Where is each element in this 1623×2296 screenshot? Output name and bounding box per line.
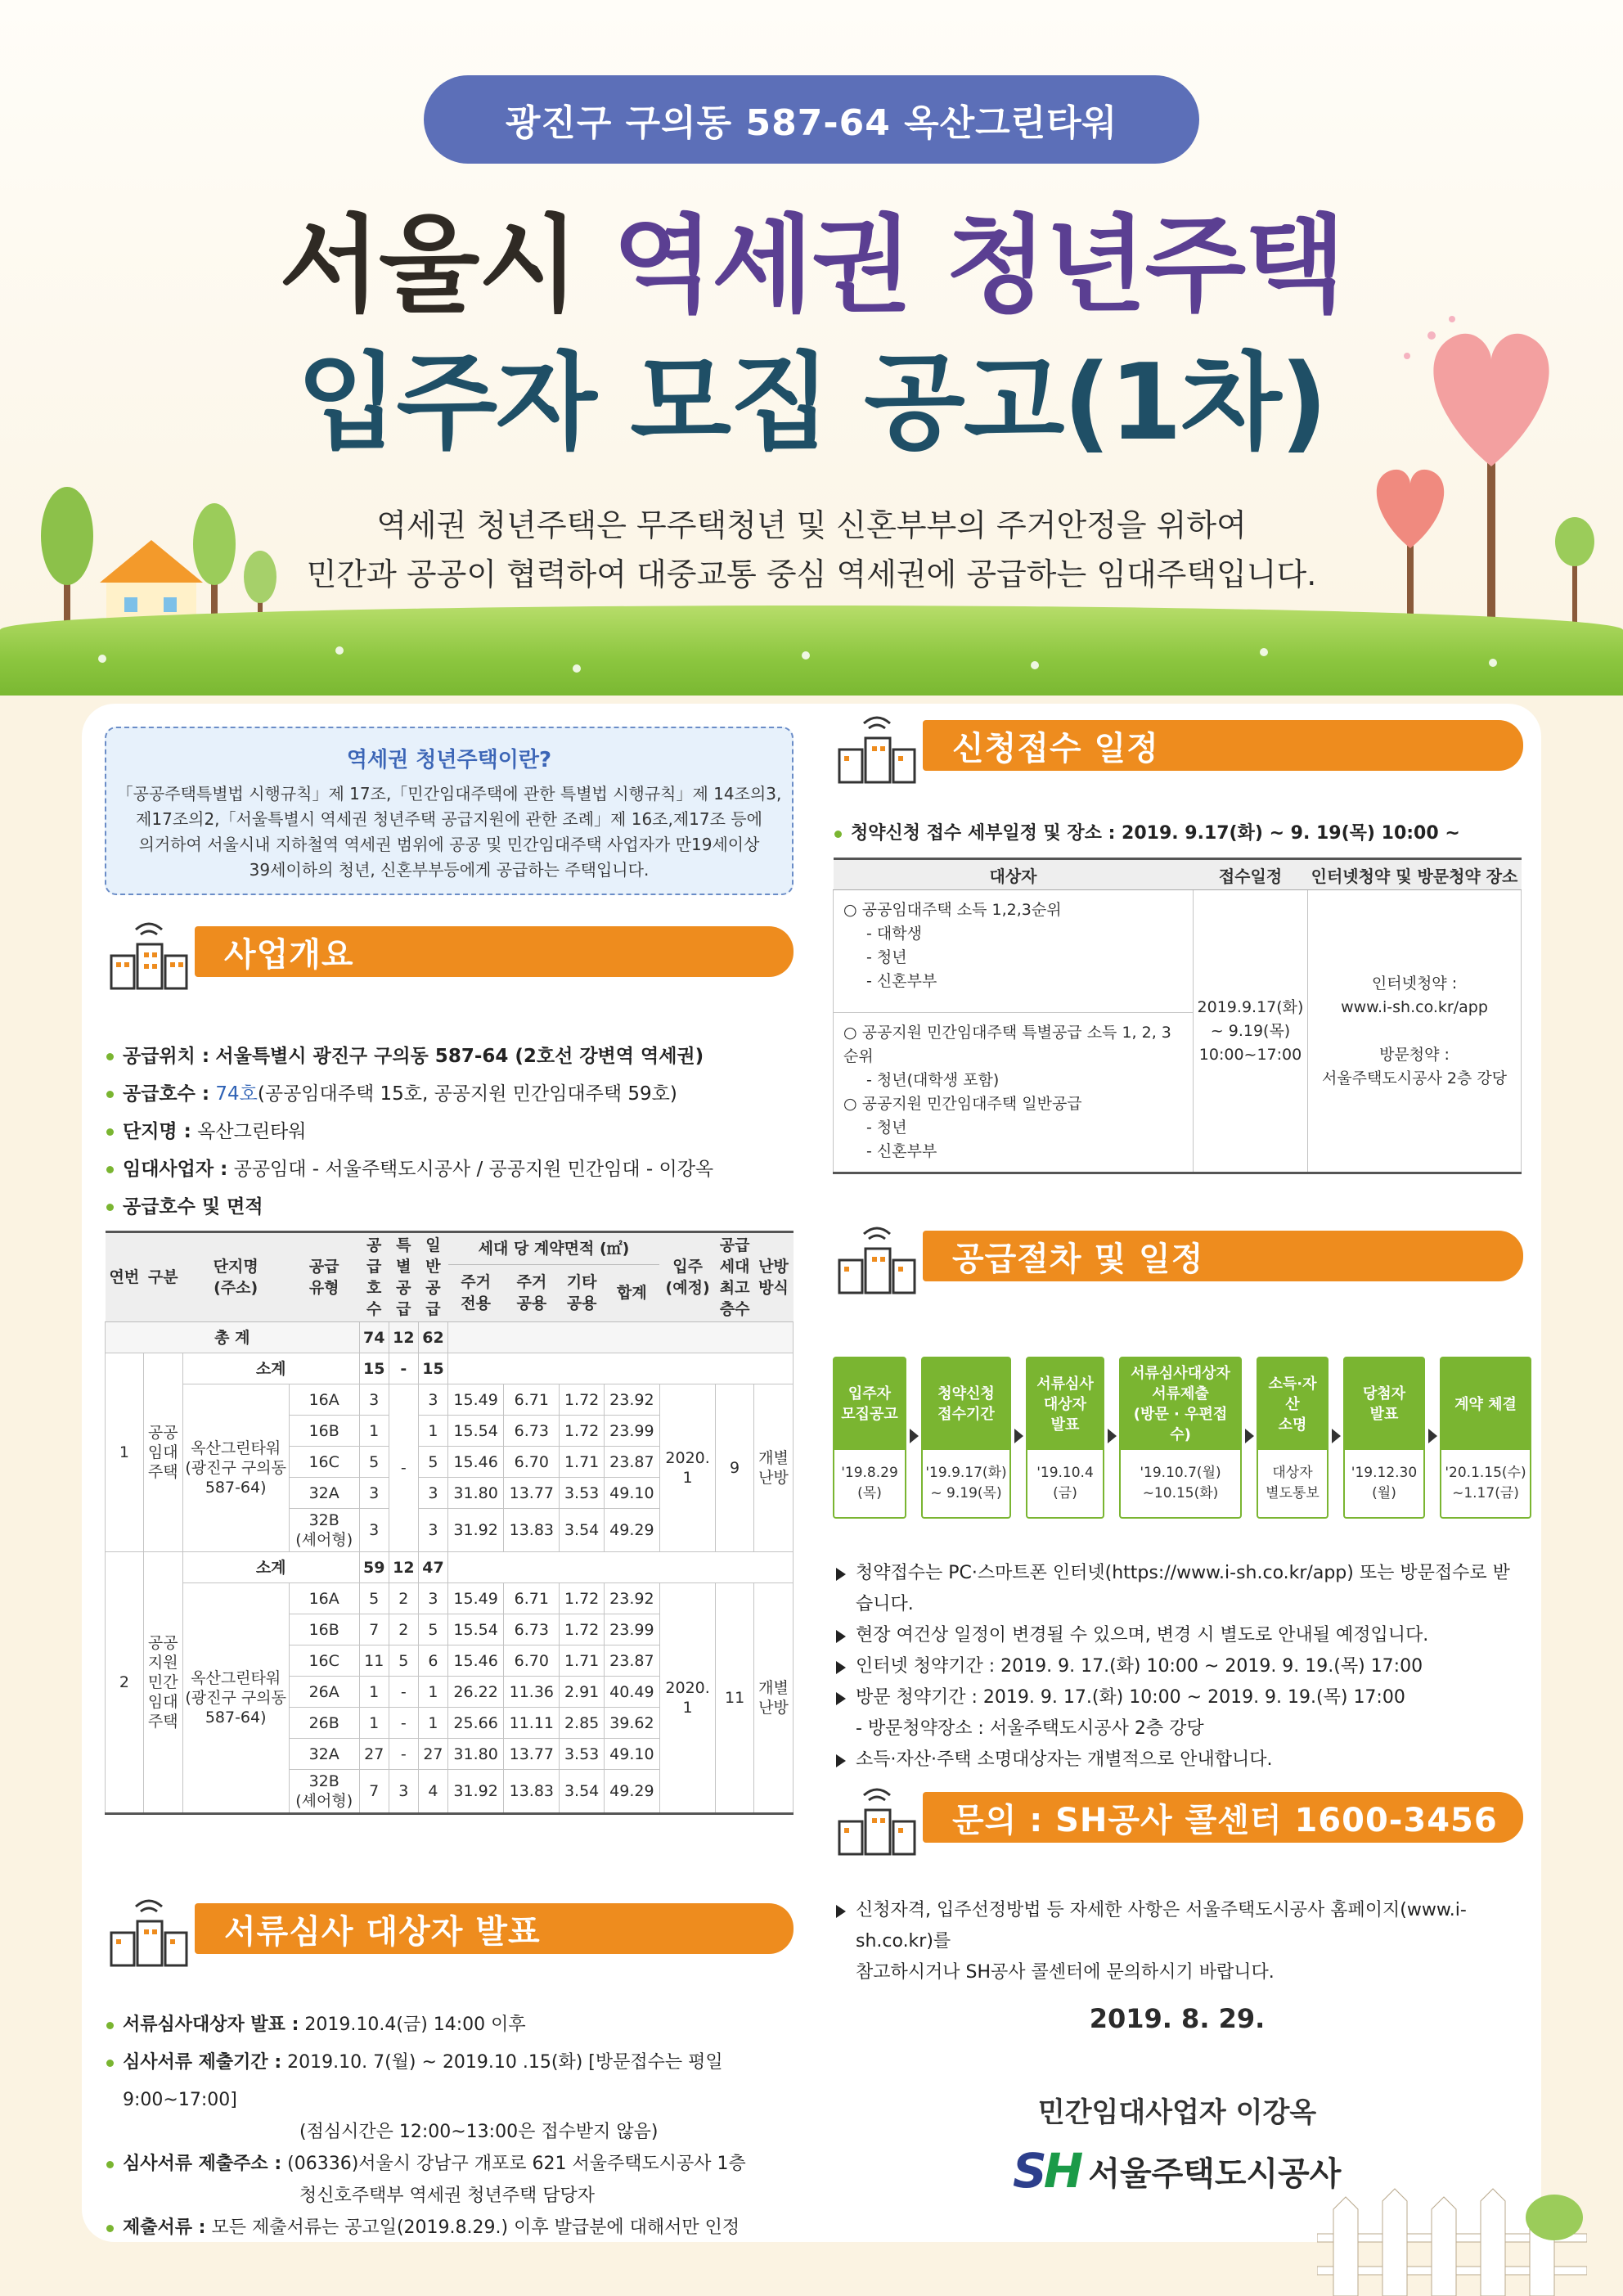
review-list: [105, 2006, 794, 2247]
row-excl: 31.80: [448, 1739, 504, 1770]
contact-line-1: 신청자격, 입주선정방법 등 자세한 사항은 서울주택도시공사 홈페이지(www.i-sh.co.kr)를: [833, 1895, 1523, 1957]
subtotal-label: 소계: [182, 1552, 359, 1583]
row-etc: 1.72: [560, 1583, 604, 1614]
row-common: 6.71: [504, 1384, 560, 1416]
th-special: 특 별 공 급: [389, 1232, 418, 1322]
process-steps: [833, 1357, 1526, 1520]
process-step: [1440, 1357, 1531, 1519]
step-date: '20.1.15(수) ~1.17(금): [1445, 1465, 1526, 1501]
th-etc: 기타 공용: [560, 1264, 604, 1321]
group-floors: 11: [716, 1583, 754, 1814]
row-etc: 2.85: [560, 1708, 604, 1739]
review-announce: 서류심사대상자 발표 : 2019.10.4(금) 14:00 이후: [105, 2006, 794, 2044]
th-movein: 입주 (예정): [659, 1232, 715, 1322]
total-special: 12: [389, 1322, 418, 1353]
row-type: 32A: [289, 1478, 359, 1509]
total-general: 62: [418, 1322, 447, 1353]
process-step: [1119, 1357, 1242, 1519]
th-floors: 공급 세대 최고 층수: [716, 1232, 754, 1322]
th-general: 일 반 공 급: [418, 1232, 447, 1322]
row-etc: 1.72: [560, 1416, 604, 1447]
section-overview: [105, 915, 794, 979]
row-units: 5: [359, 1583, 389, 1614]
step-date: '19.8.29 (목): [841, 1465, 898, 1501]
row-type: 26A: [289, 1677, 359, 1708]
step-date: 대상자 별도통보: [1266, 1465, 1320, 1501]
process-note: 인터넷 청약기간 : 2019. 9. 17.(화) 10:00 ~ 2019. 9. 19.(목) 17:00: [833, 1651, 1523, 1682]
subtotal-label: 소계: [182, 1353, 359, 1384]
subtotal-general: 47: [418, 1552, 447, 1583]
row-sum: 39.62: [604, 1708, 659, 1739]
process-step: [1026, 1357, 1104, 1519]
col-schedule: 접수일정: [1194, 859, 1308, 890]
group-no: 2: [106, 1552, 144, 1814]
row-units: 3: [359, 1509, 389, 1552]
row-sum: 40.49: [604, 1677, 659, 1708]
th-area: 세대 당 계약면적 (㎡): [448, 1232, 660, 1265]
row-type: 16C: [289, 1447, 359, 1478]
notice-date: 2019. 8. 29.: [1089, 2003, 1266, 2034]
review-address: 심사서류 제출주소 : (06336)서울시 강남구 개포로 621 서울주택도시공사 1층 청신호주택부 역세권 청년주택 담당자: [105, 2145, 794, 2209]
group-heating: 개별 난방: [753, 1384, 793, 1552]
subtotal-units: 15: [359, 1353, 389, 1384]
subtotal-special: 12: [389, 1552, 418, 1583]
row-units: 3: [359, 1478, 389, 1509]
whatis-line: 제17조의2,「서울특별시 역세권 청년주택 공급지원에 관한 조례」제 16조,제17조 등에: [136, 809, 762, 829]
th-heating: 난방 방식: [753, 1232, 793, 1322]
intro-line-1: 역세권 청년주택은 무주택청년 및 신혼부부의 주거안정을 위하여: [376, 507, 1247, 543]
row-type: 16C: [289, 1645, 359, 1677]
th-no: 연번: [106, 1232, 144, 1322]
row-sum: 49.10: [604, 1739, 659, 1770]
row-common: 13.83: [504, 1770, 560, 1814]
section-contact: [833, 1781, 1523, 1844]
row-sum: 49.29: [604, 1509, 659, 1552]
group-movein: 2020. 1: [659, 1583, 715, 1814]
overview-area-title: 공급호수 및 면적: [105, 1188, 794, 1226]
row-units: 7: [359, 1770, 389, 1814]
step-date: '19.10.7(월) ~10.15(화): [1140, 1465, 1221, 1501]
row-sum: 49.10: [604, 1478, 659, 1509]
th-excl: 주거 전용: [448, 1264, 504, 1321]
arrow-right-icon: [1245, 1429, 1254, 1443]
row-sum: 23.92: [604, 1583, 659, 1614]
group-kind: 공공 지원 민간 임대 주택: [143, 1552, 182, 1814]
step-name: 당첨자 발표: [1345, 1358, 1423, 1450]
process-step: [1257, 1357, 1329, 1519]
row-special: 2: [389, 1583, 418, 1614]
row-special: 3: [389, 1770, 418, 1814]
overview-list: [105, 1038, 794, 1226]
row-special: -: [389, 1677, 418, 1708]
group-floors: 9: [716, 1384, 754, 1552]
row-general: 1: [418, 1708, 447, 1739]
row-type: 16A: [289, 1384, 359, 1416]
th-common: 주거 공용: [504, 1264, 560, 1321]
overview-units: 공급호수 : 74호(공공임대주택 15호, 공공지원 민간임대주택 59호): [105, 1075, 794, 1113]
arrow-right-icon: [1332, 1429, 1341, 1443]
step-date: '19.10.4 (금): [1036, 1465, 1094, 1501]
schedule-cell: 2019.9.17(화) ~ 9.19(목) 10:00~17:00: [1194, 890, 1308, 1173]
row-type: 16A: [289, 1583, 359, 1614]
row-common: 11.36: [504, 1677, 560, 1708]
whatis-line: 의거하여 서울시내 지하철역 역세권 범위에 공공 및 민간임대주택 사업자가 만19세이상: [138, 835, 760, 854]
sub-title: 입주자 모집 공고(1차): [296, 342, 1327, 464]
process-note-sub: - 방문청약장소 : 서울주택도시공사 2층 강당: [856, 1718, 1204, 1739]
row-general: 5: [418, 1614, 447, 1645]
row-units: 1: [359, 1677, 389, 1708]
target-a: ○ 공공임대주택 소득 1,2,3순위 - 대학생 - 청년 - 신혼부부: [834, 890, 1194, 1013]
section-process: [833, 1219, 1523, 1283]
row-common: 13.77: [504, 1478, 560, 1509]
row-type: 32B (셰어형): [289, 1509, 359, 1552]
row-sum: 49.29: [604, 1770, 659, 1814]
overview-operator: 임대사업자 : 공공임대 - 서울주택도시공사 / 공공지원 민간임대 - 이강옥: [105, 1150, 794, 1188]
row-general: 1: [418, 1677, 447, 1708]
row-common: 6.70: [504, 1645, 560, 1677]
row-sum: 23.87: [604, 1645, 659, 1677]
section-review: [105, 1892, 794, 1956]
row-general: 4: [418, 1770, 447, 1814]
row-excl: 26.22: [448, 1677, 504, 1708]
th-units: 공 급 호 수: [359, 1232, 389, 1322]
row-etc: 1.72: [560, 1384, 604, 1416]
left-trees-illustration: [33, 442, 294, 638]
group-no: 1: [106, 1353, 144, 1552]
row-excl: 15.54: [448, 1614, 504, 1645]
row-excl: 15.49: [448, 1583, 504, 1614]
row-type: 16B: [289, 1614, 359, 1645]
process-step: [921, 1357, 1011, 1519]
row-special: 2: [389, 1614, 418, 1645]
process-note: 방문 청약기간 : 2019. 9. 17.(화) 10:00 ~ 2019. 9. 19.(목) 17:00: [833, 1682, 1523, 1713]
row-common: 6.73: [504, 1614, 560, 1645]
row-units: 1: [359, 1416, 389, 1447]
row-general: 3: [418, 1509, 447, 1552]
th-sum: 합계: [604, 1264, 659, 1321]
row-general: 1: [418, 1416, 447, 1447]
row-etc: 3.54: [560, 1770, 604, 1814]
sh-org-name: 서울주택도시공사: [1088, 2154, 1342, 2193]
row-units: 3: [359, 1384, 389, 1416]
section-application: [833, 709, 1523, 772]
section-title: 문의 : SH공사 콜센터 1600-3456: [923, 1792, 1523, 1843]
row-special: 5: [389, 1645, 418, 1677]
row-common: 13.83: [504, 1509, 560, 1552]
row-etc: 3.53: [560, 1739, 604, 1770]
row-type: 32A: [289, 1739, 359, 1770]
row-common: 6.73: [504, 1416, 560, 1447]
row-units: 27: [359, 1739, 389, 1770]
row-general: 3: [418, 1384, 447, 1416]
col-target: 대상자: [834, 859, 1194, 890]
row-general: 3: [418, 1478, 447, 1509]
row-etc: 1.71: [560, 1645, 604, 1677]
total-label: 총 계: [106, 1322, 360, 1353]
process-step: [833, 1357, 906, 1519]
row-sum: 23.99: [604, 1614, 659, 1645]
process-notes: [833, 1558, 1523, 1776]
review-documents: 제출서류 : 모든 제출서류는 공고일(2019.8.29.) 이후 발급분에 대해서만 인정: [105, 2209, 794, 2247]
subtotal-units: 59: [359, 1552, 389, 1583]
building-icon: [833, 1781, 923, 1859]
row-excl: 31.80: [448, 1478, 504, 1509]
fence-illustration: [1317, 2177, 1587, 2296]
process-note: 청약접수는 PC·스마트폰 인터넷(https://www.i-sh.co.kr/app) 또는 방문접수로 받습니다.: [833, 1558, 1523, 1620]
contact-text: [833, 1895, 1523, 1988]
section-title: 사업개요: [195, 926, 794, 977]
intro-line-2: 민간과 공공이 협력하여 대중교통 중심 역세권에 공급하는 임대주택입니다.: [306, 556, 1317, 592]
group-complex: 옥산그린타워 (광진구 구의동 587-64): [182, 1583, 289, 1814]
step-name: 서류심사대상자 서류제출 (방문 · 우편접수): [1121, 1358, 1240, 1450]
row-excl: 31.92: [448, 1509, 504, 1552]
total-units: 74: [359, 1322, 389, 1353]
row-excl: 15.46: [448, 1447, 504, 1478]
row-common: 6.70: [504, 1447, 560, 1478]
contact-line-2: 참고하시거나 SH공사 콜센터에 문의하시기 바랍니다.: [856, 1962, 1275, 1983]
place-cell: 인터넷청약 : www.i-sh.co.kr/app 방문청약 : 서울주택도시공사 2층 강당: [1308, 890, 1522, 1173]
hero-banner: [0, 0, 1623, 696]
row-etc: 3.54: [560, 1509, 604, 1552]
title-youth-housing: 역세권 청년주택: [612, 205, 1344, 326]
row-etc: 1.71: [560, 1447, 604, 1478]
building-icon: [833, 1219, 923, 1298]
building-icon: [105, 1892, 195, 1970]
building-icon: [105, 915, 195, 993]
step-name: 소득·자산 소명: [1258, 1358, 1327, 1450]
step-name: 서류심사 대상자 발표: [1027, 1358, 1103, 1450]
row-etc: 3.53: [560, 1478, 604, 1509]
review-period: 심사서류 제출기간 : 2019.10. 7(월) ~ 2019.10 .15(화) [방문접수는 평일 9:00~17:00] (점심시간은 12:00~13:00은 접수받지 않음): [105, 2044, 794, 2145]
row-units: 5: [359, 1447, 389, 1478]
whatis-box: [105, 727, 794, 895]
process-note: 소득·자산·주택 소명대상자는 개별적으로 안내합니다.: [833, 1745, 1523, 1776]
row-sum: 23.99: [604, 1416, 659, 1447]
row-sum: 23.92: [604, 1384, 659, 1416]
target-b: ○ 공공지원 민간임대주택 특별공급 소득 1, 2, 3순위 - 청년(대학생 포함) ○ 공공지원 민간임대주택 일반공급 - 청년 - 신혼부부: [834, 1013, 1194, 1173]
arrow-right-icon: [1108, 1429, 1117, 1443]
row-general: 3: [418, 1583, 447, 1614]
location-pill: 광진구 구의동 587-64 옥산그린타워: [424, 75, 1199, 164]
process-step: [1343, 1357, 1425, 1519]
whatis-line: 39세이하의 청년, 신혼부부등에게 공급하는 주택입니다.: [249, 860, 650, 880]
th-kind: 구분: [143, 1232, 182, 1322]
row-sum: 23.87: [604, 1447, 659, 1478]
arrow-right-icon: [1014, 1429, 1023, 1443]
application-table: [833, 858, 1522, 1174]
section-title: 서류심사 대상자 발표: [195, 1903, 794, 1954]
title-seoul: 서울시: [279, 205, 578, 326]
group-kind: 공공 임대 주택: [143, 1353, 182, 1552]
overview-location: 공급위치 : 서울특별시 광진구 구의동 587-64 (2호선 강변역 역세권): [105, 1038, 794, 1075]
row-etc: 2.91: [560, 1677, 604, 1708]
sh-logo-mark: SH: [1013, 2143, 1081, 2199]
arrow-right-icon: [910, 1429, 919, 1443]
subtotal-special: -: [389, 1353, 418, 1384]
sh-logo: [1013, 2142, 1341, 2199]
row-general: 5: [418, 1447, 447, 1478]
row-excl: 15.54: [448, 1416, 504, 1447]
whatis-title: 역세권 청년주택이란?: [346, 748, 552, 772]
th-complex: 단지명 (주소): [182, 1232, 289, 1322]
whatis-line: 「공공주택특별법 시행규칙」제 17조,「민간임대주택에 관한 특별법 시행규칙」제 14조의3,: [116, 784, 782, 804]
row-excl: 15.49: [448, 1384, 504, 1416]
row-etc: 1.72: [560, 1614, 604, 1645]
section-title: 신청접수 일정: [923, 720, 1523, 771]
row-type: 26B: [289, 1708, 359, 1739]
row-special: -: [389, 1708, 418, 1739]
row-type: 32B (셰어형): [289, 1770, 359, 1814]
row-units: 1: [359, 1708, 389, 1739]
row-excl: 25.66: [448, 1708, 504, 1739]
arrow-right-icon: [1428, 1429, 1437, 1443]
supply-table: [105, 1231, 794, 1815]
overview-complex: 단지명 : 옥산그린타워: [105, 1113, 794, 1150]
step-date: '19.9.17(화) ~ 9.19(목): [925, 1465, 1007, 1501]
grass-strip: [0, 606, 1623, 696]
group-movein: 2020. 1: [659, 1384, 715, 1552]
subtotal-general: 15: [418, 1353, 447, 1384]
row-common: 11.11: [504, 1708, 560, 1739]
row-excl: 31.92: [448, 1770, 504, 1814]
heart-trees-illustration: [1276, 303, 1620, 630]
issuer: 민간임대사업자 이강옥: [1037, 2096, 1317, 2129]
row-general: 6: [418, 1645, 447, 1677]
row-common: 13.77: [504, 1739, 560, 1770]
row-special: -: [389, 1739, 418, 1770]
th-type: 공급 유형: [289, 1232, 359, 1322]
row-common: 6.71: [504, 1583, 560, 1614]
step-name: 입주자 모집공고: [834, 1358, 905, 1450]
application-period: 청약신청 접수 세부일정 및 장소 : 2019. 9.17(화) ~ 9. 19(목) 10:00 ~: [833, 815, 1523, 890]
row-general: 27: [418, 1739, 447, 1770]
row-type: 16B: [289, 1416, 359, 1447]
group-complex: 옥산그린타워 (광진구 구의동 587-64): [182, 1384, 289, 1552]
row-excl: 15.46: [448, 1645, 504, 1677]
col-place: 인터넷청약 및 방문청약 장소: [1308, 859, 1522, 890]
step-name: 청약신청 접수기간: [923, 1358, 1009, 1450]
row-special: -: [389, 1384, 418, 1552]
row-units: 7: [359, 1614, 389, 1645]
section-title: 공급절차 및 일정: [923, 1231, 1523, 1281]
step-name: 계약 체결: [1441, 1358, 1530, 1450]
group-heating: 개별 난방: [753, 1583, 793, 1814]
process-note: 현장 여건상 일정이 변경될 수 있으며, 변경 시 별도로 안내될 예정입니다.: [833, 1620, 1523, 1651]
row-units: 11: [359, 1645, 389, 1677]
building-icon: [833, 709, 923, 787]
step-date: '19.12.30 (월): [1351, 1465, 1418, 1501]
